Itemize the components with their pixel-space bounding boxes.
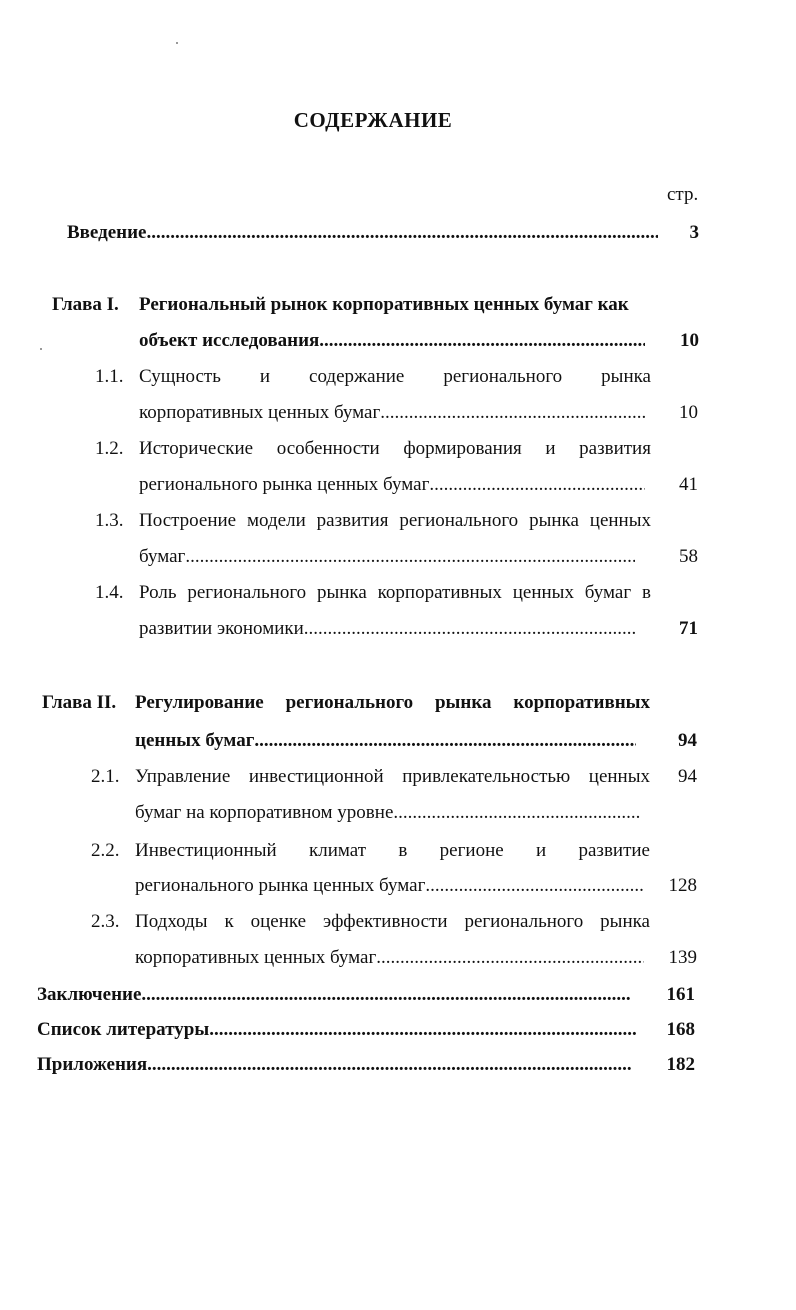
entry-title: развитии экономики (139, 618, 304, 639)
toc-entry-appendices[interactable] (37, 1053, 631, 1077)
chapter-title-line1: Региональный рынок корпоративных ценных бумаг как (139, 294, 629, 315)
entry-title: бумаг на корпоративном уровне (135, 802, 394, 823)
section-title-line1: Построение модели развития регионального рынка ценных (139, 510, 651, 531)
leader-dots (147, 1053, 631, 1077)
section-number: 2.2. (91, 840, 120, 861)
section-title-line1: Подходы к оценке эффективности регионального рынка (135, 911, 650, 932)
section-title-line1: Управление инвестиционной привлекательностью ценных (135, 766, 650, 787)
chapter-label: Глава I. (52, 294, 119, 315)
leader-dots (393, 801, 641, 825)
section-number: 1.3. (95, 510, 124, 531)
section-title-line1: Инвестиционный климат в регионе и развитие (135, 840, 650, 861)
leader-dots (380, 401, 645, 425)
page-number: 3 (689, 222, 699, 243)
leader-dots (319, 329, 645, 353)
toc-entry-chapter2[interactable] (135, 729, 636, 753)
page-number: 168 (666, 1019, 695, 1040)
leader-dots (429, 473, 645, 497)
section-number: 1.4. (95, 582, 124, 603)
leader-dots (147, 221, 659, 245)
section-number: 2.1. (91, 766, 120, 787)
toc-entry-section-2-3[interactable] (135, 946, 644, 970)
scan-speck (40, 348, 42, 350)
entry-title: Приложения (37, 1054, 148, 1075)
toc-entry-section-1-3[interactable] (139, 545, 635, 569)
page-number: 58 (679, 546, 698, 567)
entry-title: Введение (67, 222, 147, 243)
page-number: 41 (679, 474, 698, 495)
section-number: 2.3. (91, 911, 120, 932)
toc-entry-section-2-1[interactable] (135, 801, 641, 825)
chapter-title-line1: Регулирование регионального рынка корпоративных (135, 692, 650, 713)
entry-title: корпоративных ценных бумаг (135, 947, 377, 968)
toc-entry-intro[interactable] (67, 221, 658, 245)
page-column-label: стр. (667, 184, 699, 205)
toc-entry-conclusion[interactable] (37, 983, 631, 1007)
entry-title: Список литературы (37, 1019, 210, 1040)
leader-dots (209, 1018, 636, 1042)
entry-title: регионального рынка ценных бумаг (135, 875, 426, 896)
page-number: 10 (680, 330, 699, 351)
toc-entry-section-1-2[interactable] (139, 473, 645, 497)
page-number: 94 (678, 730, 697, 751)
entry-title: Заключение (37, 984, 142, 1005)
page-number: 94 (678, 766, 697, 787)
page-number: 139 (668, 947, 697, 968)
toc-entry-section-1-4[interactable] (139, 617, 635, 641)
leader-dots (425, 874, 644, 898)
entry-title: бумаг (139, 546, 186, 567)
page-number: 161 (666, 984, 695, 1005)
leader-dots (185, 545, 635, 569)
toc-entry-section-1-1[interactable] (139, 401, 645, 425)
section-title-line1: Роль регионального рынка корпоративных ценных бумаг в (139, 582, 651, 603)
page-number: 128 (668, 875, 697, 896)
entry-title: объект исследования (139, 330, 320, 351)
leader-dots (304, 617, 635, 641)
leader-dots (141, 983, 631, 1007)
section-title-line1: Исторические особенности формирования и развития (139, 438, 651, 459)
page-number: 182 (666, 1054, 695, 1075)
toc-entry-section-2-2[interactable] (135, 874, 644, 898)
section-title-line1: Сущность и содержание регионального рынка (139, 366, 651, 387)
toc-entry-chapter1[interactable] (139, 329, 645, 353)
leader-dots (376, 946, 644, 970)
page-number: 71 (679, 618, 698, 639)
entry-title: ценных бумаг (135, 730, 255, 751)
page-number: 10 (679, 402, 698, 423)
section-number: 1.1. (95, 366, 124, 387)
chapter-label: Глава II. (42, 692, 117, 713)
scan-speck (176, 42, 178, 44)
entry-title: корпоративных ценных бумаг (139, 402, 381, 423)
toc-entry-references[interactable] (37, 1018, 636, 1042)
leader-dots (254, 729, 636, 753)
entry-title: регионального рынка ценных бумаг (139, 474, 430, 495)
page-title: СОДЕРЖАНИЕ (293, 108, 453, 132)
section-number: 1.2. (95, 438, 124, 459)
